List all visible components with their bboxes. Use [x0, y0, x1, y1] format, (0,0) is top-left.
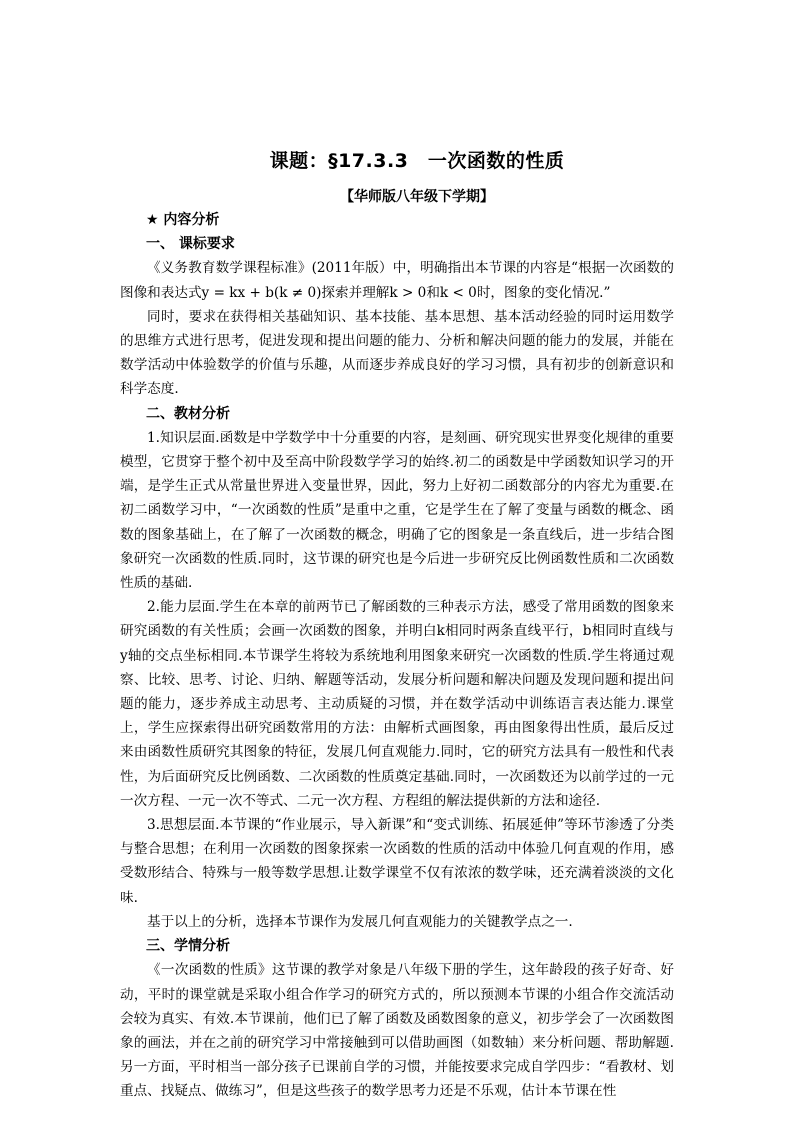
section-heading-student-analysis: 三、学情分析 [146, 938, 230, 955]
paragraph: 同时，要求在获得相关基础知识、基本技能、基本思想、基本活动经验的同时运用数学的思维方式进行思考，促进发现和提出问题的能力、分析和解决问题的能力的发展，并能在数学活动中体验数学的价值与乐趣，从而逐步养成良好的学习习惯，具有初步的创新意识和科学态度. [120, 308, 674, 398]
section-heading-content-analysis: ★ 内容分析 [146, 212, 220, 228]
section-heading-curriculum: 一、 课标要求 [146, 236, 235, 253]
edition-label: 【华师版八年级下学期】 [340, 189, 494, 205]
paragraph: 1.知识层面.函数是中学数学中十分重要的内容，是刻画、研究现实世界变化规律的重要模型，它贯穿于整个初中及至高中阶段数学学习的始终.初二的函数是中学函数知识学习的开端，是学生正式从常量世界进入变量世界，因此，努力上好初二函数部分的内容尤为重要.在初二函数学习中，“一次函数的性质”是重中之重，它是学生在了解了变量与函数的概念、函数的图象基础上，在了解了一次函数的概念，明确了它的图象是一条直线后，进一步结合图象研究一次函数的性质.同时，这节课的研究也是今后进一步研究反比例函数性质和二次函数性质的基础. [120, 429, 674, 592]
document-body [120, 208, 674, 1104]
section-heading-textbook-analysis: 二、教材分析 [146, 405, 230, 422]
paragraph: 2.能力层面.学生在本章的前两节已了解函数的三种表示方法，感受了常用函数的图象来研究函数的有关性质；会画一次函数的图象，并明白k相同时两条直线平行，b相同时直线与y轴的交点坐标相同.本节课学生将较为系统地利用图象来研究一次函数的性质.学生将通过观察、比较、思考、讨论、归纳、解题等活动，发展分析问题和解决问题及发现问题和提出问题的能力，逐步养成主动思考、主动质疑的习惯，并在数学活动中训练语言表达能力.课堂上，学生应探索得出研究函数常用的方法：由解析式画图象，再由图象得出性质，最后反过来由函数性质研究其图象的特征，发展几何直观能力.同时，它的研究方法具有一般性和代表性，为后面研究反比例函数、二次函数的性质奠定基础.同时，一次函数还为以前学过的一元一次方程、一元一次不等式、二元一次方程、方程组的解法提供新的方法和途径. [120, 599, 674, 809]
paragraph: 3.思想层面.本节课的“作业展示，导入新课”和“变式训练、拓展延伸”等环节渗透了分类与整合思想；在利用一次函数的图象探索一次函数的性质的活动中体验几何直观的作用，感受数形结合、特殊与一般等数学思想.让数学课堂不仅有浓浓的数学味，还充满着淡淡的文化味. [120, 817, 674, 906]
paragraph: 《义务教育数学课程标准》(2011年版）中，明确指出本节课的内容是“根据一次函数的图像和表达式y = kx + b(k ≠ 0)探索并理解k > 0和k < 0时，图象的变化情况.” [120, 260, 674, 301]
document-title: 课题：§17.3.3 一次函数的性质 [269, 150, 565, 172]
paragraph: 《一次函数的性质》这节课的教学对象是八年级下册的学生，这年龄段的孩子好奇、好动，平时的课堂就是采取小组合作学习的研究方式的，所以预测本节课的小组合作交流活动会较为真实、有效.本节课前，他们已了解了函数及函数图象的意义，初步学会了一次函数图象的画法，并在之前的研究学习中常接触到可以借助画图（如数轴）来分析问题、帮助解题.另一方面，平时相当一部分孩子已课前自学的习惯，并能按要求完成自学四步：“看教材、划重点、找疑点、做练习”，但是这些孩子的数学思考力还是不乐观，估计本节课在性 [120, 962, 674, 1100]
paragraph: 基于以上的分析，选择本节课作为发展几何直观能力的关键教学点之一. [147, 913, 573, 930]
